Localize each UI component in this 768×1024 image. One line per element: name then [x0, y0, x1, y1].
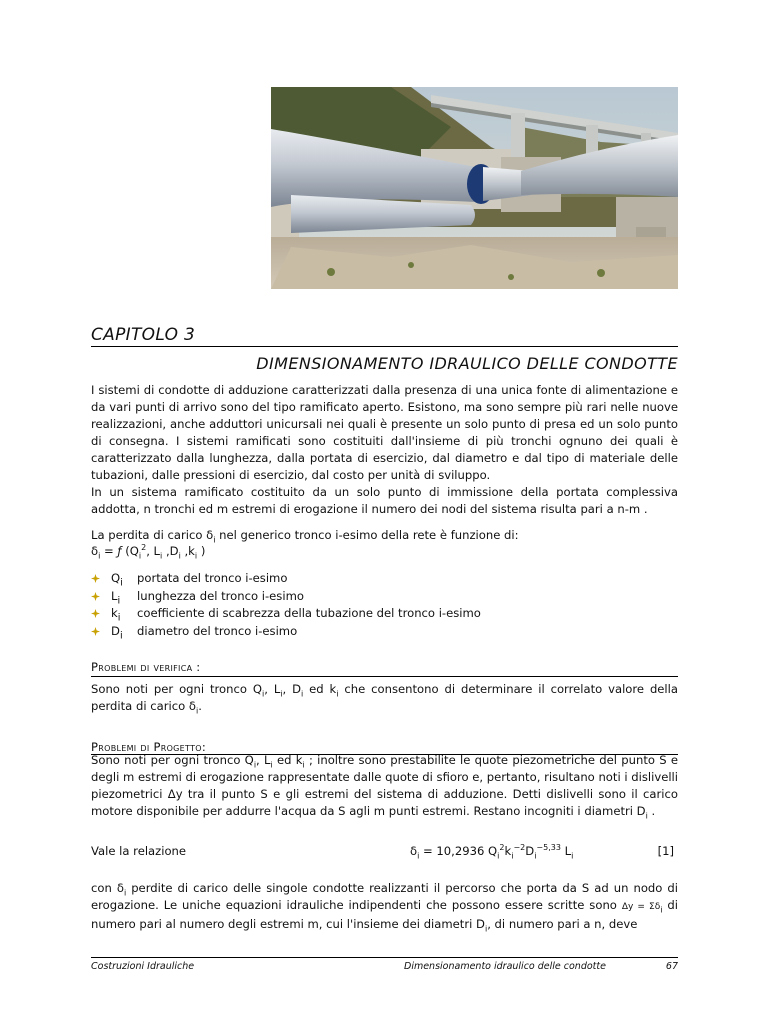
- footer-chapter-title: Dimensionamento idraulico delle condotte: [404, 961, 606, 972]
- progetto-paragraph: Sono noti per ogni tronco $Q_i$, $L_i$ ed $k_i$ ; inoltre sono prestabilite le quote piezometriche del punto S e degli m estremi di erogazione rappresentate dalle quote di sfioro e, pertanto, risultano noti i dislivelli piezometrici Δy tra il punto S e gli estremi del sistema di adduzione. Detti dislivelli sono il carico motore disponibile per addurre l'acqua da S agli m punti estremi. Restano incogniti i diametri $D_i$ .: [91, 753, 679, 821]
- intro-sentence-2: In un sistema ramificato costituito da un solo punto di immissione della portata complessiva addotta, n tronchi ed m estremi di erogazione il numero dei nodi del sistema risulta pari a n-m .: [91, 485, 678, 516]
- chapter-photo: [271, 87, 678, 289]
- list-item: [91, 589, 651, 607]
- variable-symbol: $D_i$: [111, 623, 123, 641]
- footer-rule: [91, 957, 678, 958]
- header-rule: [91, 346, 678, 347]
- intro-paragraph: [91, 382, 678, 518]
- variable-description: portata del tronco i-esimo: [137, 571, 288, 585]
- variable-symbol: $k_i$: [111, 606, 121, 624]
- section-heading-progetto: Problemi di Progetto:: [91, 740, 207, 754]
- relation-formula: $\delta_i = 10,2936$ $Q_i^2k_i^{-2}D_i^{-5,33}$ $L_i$: [410, 843, 574, 861]
- list-item: [91, 624, 651, 642]
- variable-symbol: $Q_i$: [111, 571, 123, 589]
- loss-function-formula: $\delta_i$ = ƒ ($Q_i^2$, $L_i$ $,D_i$ $,k_i$ ): [91, 543, 206, 561]
- footer-book-title: Costruzioni Idrauliche: [91, 961, 195, 972]
- variable-list: [91, 571, 651, 641]
- page-number: 67: [665, 961, 678, 972]
- relation-label: Vale la relazione: [91, 844, 187, 858]
- variable-description: coefficiente di scabrezza della tubazione del tronco i-esimo: [137, 606, 481, 620]
- loss-tail: nel generico tronco i-esimo della rete è funzione di:: [215, 528, 519, 542]
- relation-line: [91, 844, 678, 862]
- list-item: [91, 606, 651, 624]
- equation-number: [1]: [657, 844, 674, 858]
- section-heading-verifica: Problemi di verifica :: [91, 660, 201, 674]
- variable-description: diametro del tronco i-esimo: [137, 623, 298, 638]
- list-item: [91, 571, 651, 589]
- chapter-label: CAPITOLO 3: [91, 325, 196, 345]
- closing-paragraph: con $\delta_i$ perdite di carico delle singole condotte realizzanti il percorso che porta da S ad un nodo di erogazione. Le uniche equazioni idrauliche indipendenti che possono essere scritte sono $\Delta y = \Sigma\delta_i$ di numero pari al numero degli estremi m, cui l'insieme dei diametri $D_i$, di numero pari a n, deve: [91, 881, 678, 934]
- section-rule: [91, 676, 678, 677]
- intro-sentence-1: I sistemi di condotte di adduzione caratterizzati dalla presenza di una unica fonte di alimentazione e da vari punti di arrivo sono del tipo ramificato aperto. Esistono, ma sono sempre più rari nelle nuove realizzazioni, anche adduttori unicursali nei quali è presente un solo punto di presa ed un solo punto di consegna. I sistemi ramificati sono costituiti dall'insieme di più tronchi ognuno dei quali è caratterizzato dalla lunghezza, dalla portata di esercizio, dal diametro e dal tipo di materiale delle tubazioni, dalle pressioni di esercizio, dal costo per unità di sviluppo.: [91, 383, 678, 482]
- star-bullet-icon: [91, 592, 100, 601]
- star-bullet-icon: [91, 627, 100, 636]
- loss-lead-sub: i: [213, 535, 216, 545]
- verifica-paragraph: Sono noti per ogni tronco $Q_i$, $L_i$, $D_i$ ed $k_i$ che consentono di determinare il correlato valore della perdita di carico $\delta_i$.: [91, 682, 678, 716]
- star-bullet-icon: [91, 574, 100, 583]
- loss-lead: La perdita di carico δ: [91, 528, 214, 542]
- variable-symbol: $L_i$: [111, 588, 121, 606]
- variable-description: lunghezza del tronco i-esimo: [137, 588, 304, 603]
- loss-intro: [91, 527, 678, 544]
- star-bullet-icon: [91, 609, 100, 618]
- chapter-title: DIMENSIONAMENTO IDRAULICO DELLE CONDOTTE: [256, 354, 678, 373]
